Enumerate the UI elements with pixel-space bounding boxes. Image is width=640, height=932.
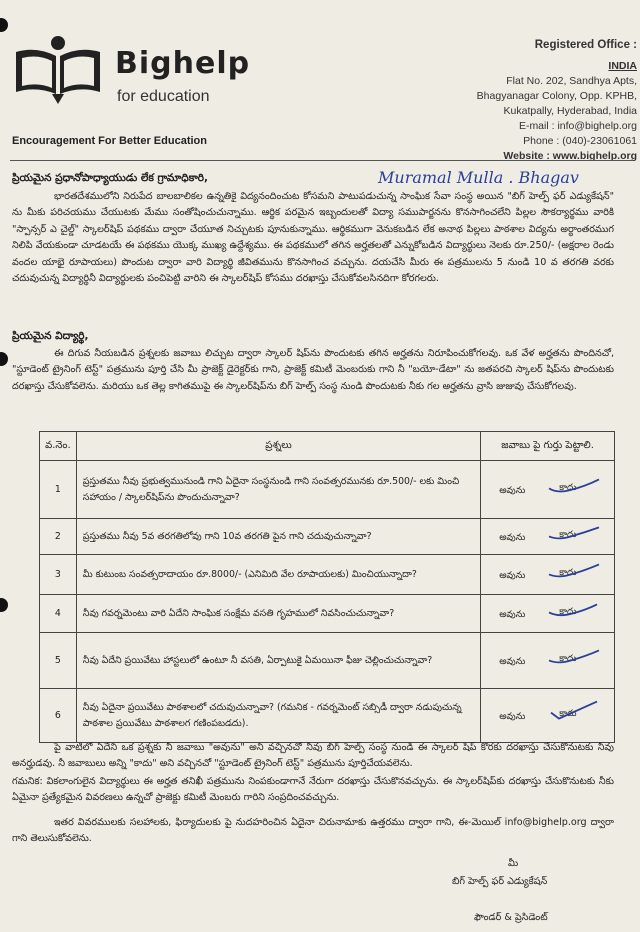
yes-option[interactable]: అవును xyxy=(499,710,526,722)
row-number: 3 xyxy=(40,555,77,595)
office-phone: Phone : (040)-23061061 xyxy=(523,135,637,147)
table-row xyxy=(40,595,615,633)
signatory-title: ఫౌండర్ & ప్రెసిడెంట్ xyxy=(474,912,548,923)
row-number: 2 xyxy=(40,519,77,555)
no-option[interactable]: కాదు xyxy=(559,529,577,540)
office-country: INDIA xyxy=(608,60,637,72)
table-header-row xyxy=(40,432,615,461)
punch-hole xyxy=(0,352,8,366)
no-option[interactable]: కాదు xyxy=(559,567,577,578)
yes-option[interactable]: అవును xyxy=(499,484,526,496)
registered-office xyxy=(407,38,637,164)
answer-cell[interactable] xyxy=(481,633,615,689)
table-row xyxy=(40,519,615,555)
checkmark-icon xyxy=(547,562,603,580)
answer-cell[interactable] xyxy=(481,555,615,595)
no-option[interactable]: కాదు xyxy=(559,482,577,493)
answer-cell[interactable] xyxy=(481,519,615,555)
question-text: నీవు ఏదైనా ప్రయివేటు పాఠశాలలో చదువుచున్నావా? (గమనిక - గవర్నమెంట్ సబ్సిడీ ద్వారా నడుపుచున్న పాఠశాల ప్రయివేటు పాఠశాలగ గణింపబడదు). xyxy=(76,689,480,743)
punch-hole xyxy=(0,18,8,32)
brand-name: Bighelp xyxy=(115,46,251,81)
handwritten-name: Muramal Mulla . Bhagav xyxy=(378,168,579,187)
note-paragraph: గమనిక: వికలాంగులైన విద్యార్థులు ఈ అర్హత తనిఖీ పత్రమును నింపకుండాగానే నేరుగా దరఖాస్తు చేసుకొనవచ్చును. ఈ స్కాలర్‌షిప్‌కు దరఖాస్తు చేసుకొనుటకు నీకు ఏమైనా ప్రత్యేకమైన వివరణలు ఉన్నచో ప్రాజెక్టు కమిటీ మెంబరు గారిని సంప్రదించవచ్చును. xyxy=(12,776,614,804)
tagline: Encouragement For Better Education xyxy=(12,135,207,147)
yes-option[interactable]: అవును xyxy=(499,569,526,581)
header-divider xyxy=(10,160,632,161)
yes-option[interactable]: అవును xyxy=(499,608,526,620)
brand-subtitle: for education xyxy=(117,88,210,105)
checkmark-icon xyxy=(547,477,603,495)
answer-cell[interactable] xyxy=(481,461,615,519)
office-website: Website : www.bighelp.org xyxy=(503,150,637,162)
office-title: Registered Office : xyxy=(534,39,637,51)
answer-cell[interactable] xyxy=(481,689,615,743)
checkmark-icon xyxy=(547,648,603,666)
row-number: 1 xyxy=(40,461,77,519)
row-number: 5 xyxy=(40,633,77,689)
intro-paragraph: భారతదేశములోని నిరుపేద బాలబాలికల ఉన్నతికై విద్యనందించుట కోసమని పాటుపడుచున్న సాంఘిక సేవా సంస్థ అయిన "బిగ్ హెల్ప్ ఫర్ ఎడ్యుకేషన్" ను మీకు పరిచయము చేయుటకు మేము సంతోషించుచున్నాము. ఆర్థిక పరమైన ఇబ్బందులతో విద్యా సముపార్జనను కొనసాగించలేని పిల్లల సౌకర్యార్థము వారికి "స్పాన్సర్ ఎ చైల్డ్" స్కాలర్‌షిప్ పథకము ద్వారా చేయూత నిచ్చుటకు పూనుకున్నాము. ఆర్థికముగా వెనుకబడిన లేక అనాథ పిల్లలు పాఠశాల విద్యను అర్థాంతరముగ నిలిపి వేయకుండా చూడటయే ఈ పథకము యొక్క ముఖ్య ఉద్దేశ్యము. ఈ పథకములో తగిన అర్హతలతో ఎన్నుకోబడిన విద్యార్థులు నెలకు రూ.250/- (అక్షరాల రెండు వందల యాభై రూపాయలు) పొందుట ద్వారా వారి విద్యార్థి జీవితమును కొనసాగించ వచ్చును. దయచేసి మీరు ఈ పత్రములను 5 నుండి 10 వ తరగతి వరకు చదువుచున్న విద్యార్థినీ విద్యార్థులకు పంచిపెట్టి వారిని ఈ స్కాలర్‌షిప్ కోసము దరఖాస్తు చేసుకోవలసినదిగా కోరగలరు. xyxy=(12,191,614,285)
question-text: నీవు గవర్నమెంటు వారి ఏదేని సాంఘిక సంక్షేమ వసతి గృహములో నివసించుచున్నావా? xyxy=(76,595,480,633)
table-row xyxy=(40,461,615,519)
col-header-number: వ.నెం. xyxy=(40,432,77,461)
salutation-headmaster: ప్రియమైన ప్రధానోపాధ్యాయుడు లేక గ్రామాధికారి, xyxy=(12,172,209,184)
book-person-icon xyxy=(12,34,104,106)
closing-word: మీ xyxy=(508,858,519,869)
question-text: ప్రస్తుతము నీవు ప్రభుత్వమునుండి గాని ఏదైనా సంస్థనుండి గాని సంవత్సరమునకు రూ.500/- లకు మించి సహాయం / స్కాలర్‌షిప్‌ను పొందుచున్నావా? xyxy=(76,461,480,519)
contact-paragraph: ఇతర వివరములకు సలహాలకు, ఫిర్యాదులకు పై నుదహరించిన ఏదైనా చిరునామాకు ఉత్తరము ద్వారా గాని, ఈ-మెయిల్ info@bighelp.org ద్వారా గాని తెలుసుకోవలెను. xyxy=(12,817,614,845)
checkmark-icon xyxy=(547,700,603,722)
no-option[interactable]: కాదు xyxy=(559,606,577,617)
organization-name: బిగ్ హెల్ప్ ఫర్ ఎడ్యుకేషన్ xyxy=(452,876,548,887)
no-option[interactable]: కాదు xyxy=(559,653,577,664)
yes-option[interactable]: అవును xyxy=(499,655,526,667)
col-header-questions: ప్రశ్నలు xyxy=(76,432,480,461)
row-number: 6 xyxy=(40,689,77,743)
question-text: నీవు ఏదేని ప్రయివేటు హాస్టలులో ఉంటూ నీ వసతి, ఏర్పాటుకై ఏమయినా ఫీజు చెల్లించుచున్నావా? xyxy=(76,633,480,689)
table-row xyxy=(40,633,615,689)
address-line: Flat No. 202, Sandhya Apts, xyxy=(506,75,637,87)
answer-cell[interactable] xyxy=(481,595,615,633)
eligibility-table xyxy=(39,431,615,743)
question-text: ప్రస్తుతము నీవు 5వ తరగతిలోవు గాని 10వ తరగతి పైన గాని చదువుచున్నావా? xyxy=(76,519,480,555)
table-row xyxy=(40,555,615,595)
punch-hole xyxy=(0,598,8,612)
salutation-student: ప్రియమైన విద్యార్థి, xyxy=(12,330,89,342)
table-row xyxy=(40,689,615,743)
yes-option[interactable]: అవును xyxy=(499,531,526,543)
bighelp-logo xyxy=(12,34,251,134)
student-paragraph: ఈ దిగువ నీయబడిన ప్రశ్నలకు జవాబు లిచ్చుట ద్వారా స్కాలర్ షిప్‌ను పొందుటకు తగిన అర్హతను నిరూపించుకోగలవు. ఒక వేళ అర్హతను పొందినచో, "స్టూడెంట్ ట్రైనింగ్ టెస్ట్" పత్రమును పూర్తి చేసి మీ ప్రాజెక్ట్ డైరెక్టర్‌కు గాని, ప్రాజెక్ట్ కమిటీ మెంబరుకు గాని నీ "బయో-డేటా" ను జతపరచి స్కాలర్ షిప్‌ను పొందుటకు దరఖాస్తు చేసుకోవలెను. మరియు ఒక తెల్ల కాగితముపై ఈ స్కాలర్‌షిప్‌ను బిగ్ హెల్ప్ సంస్థ నుండి పొందుటకు నీకు గల అర్హతను వ్రాసి జుజువు చేసుకోగలవు. xyxy=(12,348,614,392)
row-number: 4 xyxy=(40,595,77,633)
checkmark-icon xyxy=(547,524,603,542)
col-header-answer: జవాబు పై గుర్తు పెట్టాలి. xyxy=(481,432,615,461)
office-email: E-mail : info@bighelp.org xyxy=(518,120,637,132)
ineligibility-paragraph: పై వాటిలో ఏదేని ఒక ప్రశ్నకు నీ జవాబు "అవును" అని వచ్చినచో నీవు బిగ్ హెల్ప్ సంస్థ నుండి ఈ స్కాలర్ షిప్ కొరకు దరఖాస్తు చేసుకొనుటకు నీవు అనర్హుడవు. నీ జవాబులు అన్ని "కాదు" అని వచ్చినచో "స్టూడెంట్ ట్రైనింగ్ టెస్ట్" పత్రమును పూర్తిచేయవలెను. xyxy=(12,742,614,770)
address-line: Bhagyanagar Colony, Opp. KPHB, xyxy=(476,90,637,102)
no-option[interactable]: కాదు xyxy=(559,708,577,719)
address-line: Kukatpally, Hyderabad, India xyxy=(503,105,637,117)
checkmark-icon xyxy=(547,601,603,619)
question-text: మీ కుటుంబ సంవత్సరాదాయం రూ.8000/- (ఎనిమిది వేల రూపాయలకు) మించియున్నాదా? xyxy=(76,555,480,595)
